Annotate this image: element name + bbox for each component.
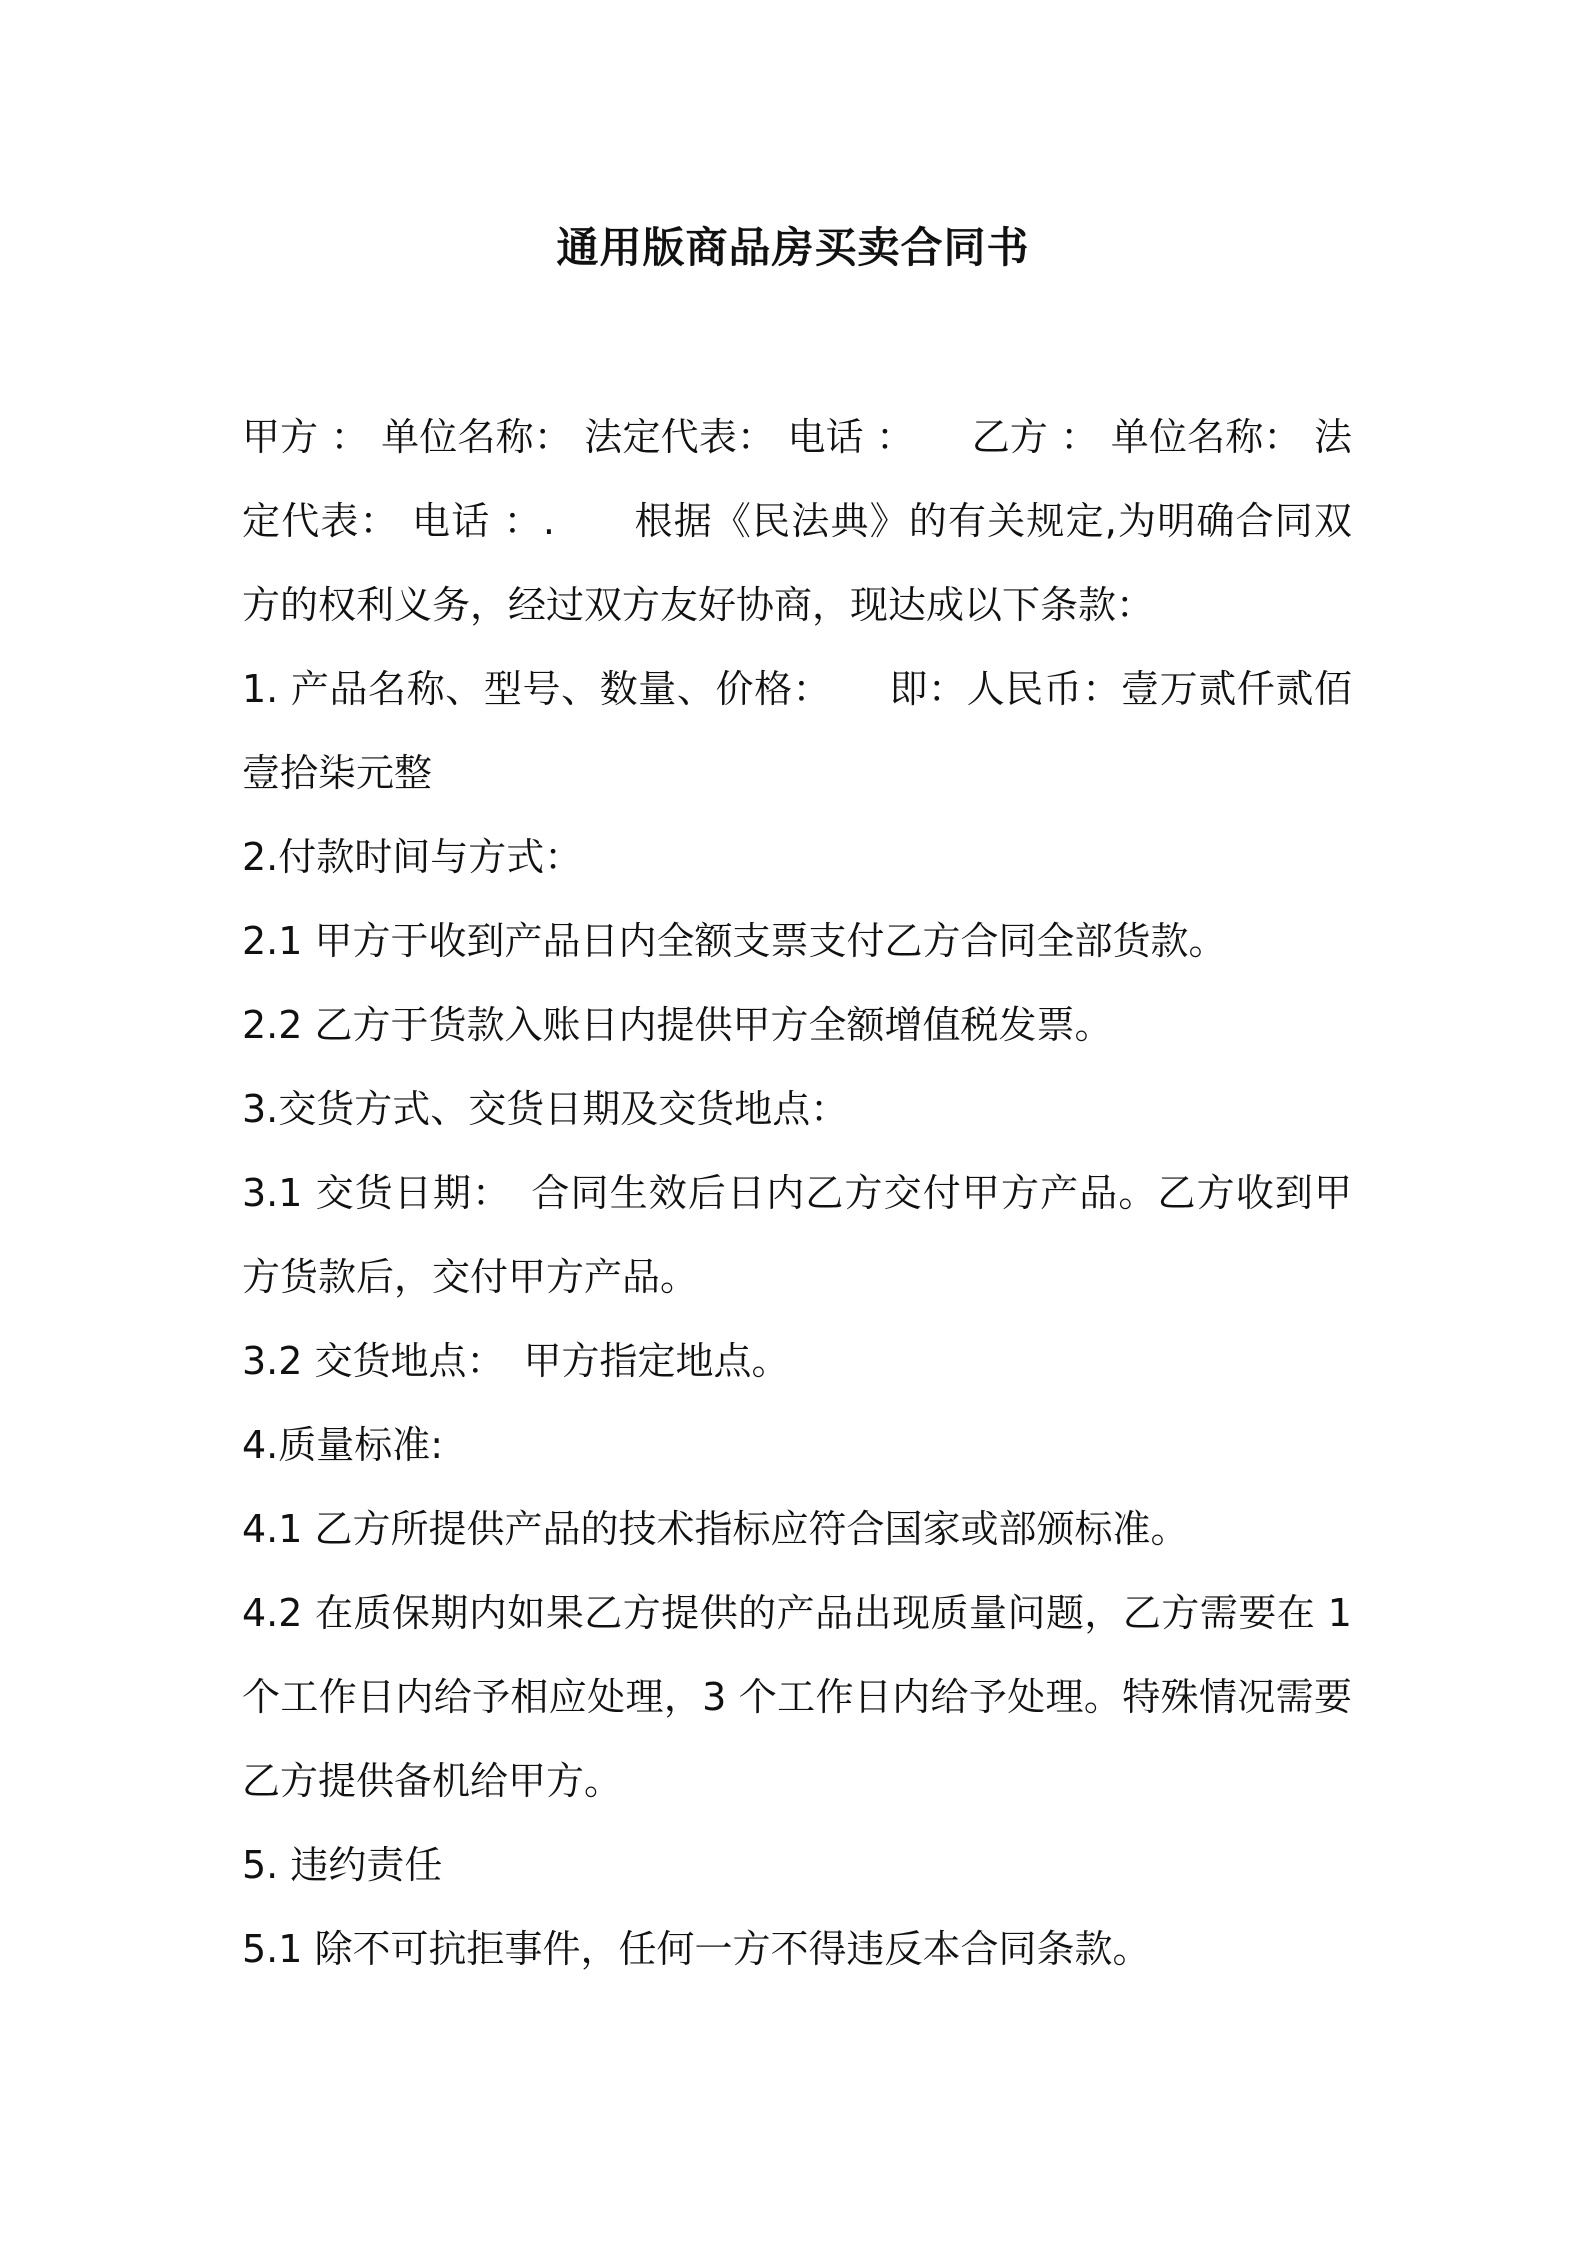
- clause-2-1: 2.1 甲方于收到产品日内全额支票支付乙方合同全部货款。: [242, 919, 1227, 963]
- clause-2-2: 2.2 乙方于货款入账日内提供甲方全额增值税发票。: [242, 1003, 1113, 1047]
- clause-4-heading: 4.质量标准:: [242, 1423, 444, 1467]
- clause-3-1: 3.1 交货日期： 合同生效后日内乙方交付甲方产品。乙方收到甲方货款后，交付甲方产品。: [242, 1171, 1352, 1299]
- clause-4-1: 4.1 乙方所提供产品的技术指标应符合国家或部颁标准。: [242, 1507, 1189, 1551]
- clause-4-2: 4.2 在质保期内如果乙方提供的产品出现质量问题，乙方需要在 1 个工作日内给予相应处理，3 个工作日内给予处理。特殊情况需要乙方提供备机给甲方。: [242, 1591, 1352, 1803]
- clause-3-heading: 3.交货方式、交货日期及交货地点：: [242, 1087, 849, 1131]
- clause-5-heading: 5. 违约责任: [242, 1843, 443, 1887]
- document-title: 通用版商品房买卖合同书: [556, 223, 1030, 272]
- parties-intro-paragraph: 甲方 ： 单位名称： 法定代表： 电话 ： 乙方 ： 单位名称： 法定代表： 电话 ：. 根据《民法典》的有关规定,为明确合同双方的权利义务，经过双方友好协商，现达成以下条款：: [242, 415, 1352, 627]
- clause-3-2: 3.2 交货地点： 甲方指定地点。: [242, 1339, 790, 1383]
- clause-1-product: 1. 产品名称、型号、数量、价格： 即：人民币：壹万贰仟贰佰壹拾柒元整: [242, 667, 1352, 795]
- document-body: [242, 395, 1352, 1991]
- clause-5-1: 5.1 除不可抗拒事件，任何一方不得违反本合同条款。: [242, 1927, 1151, 1971]
- clause-2-heading: 2.付款时间与方式：: [242, 835, 583, 879]
